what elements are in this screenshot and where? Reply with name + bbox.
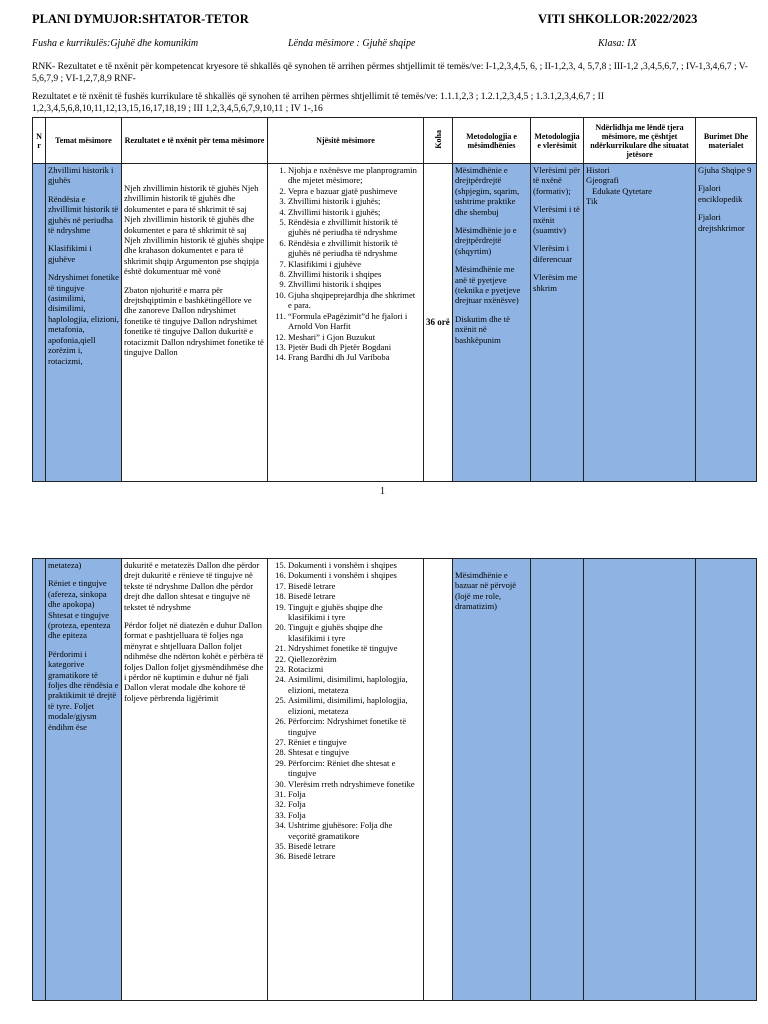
school-year: VITI SHKOLLOR:2022/2023 [538, 12, 698, 26]
vleresimi-cell [531, 559, 584, 1001]
col-header-njesite: Njësitë mësimore [268, 118, 424, 164]
lesson-item: 27. Rëniet e tingujve [288, 737, 421, 747]
vleresimi-cell: Vlerësimi për të nxënë (formativ); Vlerësimi i të nxënit (suamtiv) Vlerësim i diferencuar Vlerësim me shkrim [531, 164, 584, 482]
lesson-item: 26. Përforcim: Ndryshimet fonetike të tingujve [288, 716, 421, 737]
njesite-cell [268, 164, 424, 482]
curriculum-field: Fusha e kurrikulës:Gjuhë dhe komunikim [32, 38, 199, 49]
koha-cell: 36 orë [424, 164, 453, 482]
njesite-cell [268, 559, 424, 1001]
lesson-item: 13. Pjetër Budi dh Pjetër Bogdani [288, 342, 421, 352]
class-label: Klasa: IX [598, 38, 637, 49]
lesson-item: 10. Gjuha shqipeprejardhja dhe shkrimet e para. [288, 290, 421, 311]
lesson-item: 11. “Formula ePagëzimit”d he fjalori i Arnold Von Harfit [288, 311, 421, 332]
lesson-item: 23. Rotacizmi [288, 664, 421, 674]
subject-name: Lënda mësimore : Gjuhë shqipe [288, 38, 416, 49]
lesson-item: 15. Dokumenti i vonshëm i shqipes [288, 560, 421, 570]
tema-cell: Zhvillimi historik i gjuhës Rëndësia e zhvillimit historik të gjuhës në periudha të ndryshme Klasifikimi i gjuhëve Ndryshimet fonetike të tingujve (asimilimi, disimilimi, haplologjia, elizioni, metafonia, apofonia,qiell zorëzim i, rotacizmi, [46, 164, 122, 482]
metodologjia-cell: Mësimdhënie e bazuar në përvojë (lojë me role, dramatizim) [453, 559, 531, 1001]
lesson-item: 5. Rëndësia e zhvillimit historik të gjuhës në periudha të ndryshme [288, 217, 421, 238]
plan-table-page1 [32, 117, 757, 482]
lesson-item: 6. Rëndësia e zhvillimit historik të gjuhës në periudha të ndryshme [288, 238, 421, 259]
koha-cell [424, 559, 453, 1001]
lesson-item: 14. Frang Bardhi dh Jul Variboba [288, 352, 421, 362]
lesson-item: 19. Tingujt e gjuhës shqipe dhe klasifikimi i tyre [288, 602, 421, 623]
lesson-item: 9. Zhvillimi historik i shqipes [288, 279, 421, 289]
col-header-nr: N r [33, 118, 46, 164]
njesite-list [270, 165, 421, 363]
col-header-tema: Temat mësimore [46, 118, 122, 164]
lesson-item: 32. Folja [288, 799, 421, 809]
metodologjia-cell: Mësimdhënie e drejtpërdrejtë (shpjegim, sqarim, ushtrime praktike dhe shembuj Mësimdhënie jo e drejtpërdrejtë (shqyrtim) Mësimdhënie me anë të pyetjeve (teknika e pyetjeve drejtuar nxënësve) Diskutim dhe të nxënit në bashkëpunim [453, 164, 531, 482]
lesson-item: 29. Përforcim: Rëniet dhe shtesat e tingujve [288, 758, 421, 779]
lesson-item: 3. Zhvillimi historik i gjuhës; [288, 196, 421, 206]
lesson-item: 33. Folja [288, 810, 421, 820]
col-header-metodologjia: Metodologjia e mësimdhënies [453, 118, 531, 164]
lesson-item: 24. Asimilimi, disimilimi, haplologjia, elizioni, metateza [288, 674, 421, 695]
nderlidhja-cell [584, 559, 696, 1001]
lesson-item: 1. Njohja e nxënësve me planprogramin dhe mjetet mësimore; [288, 165, 421, 186]
lesson-item: 8. Zhvillimi historik i shqipes [288, 269, 421, 279]
burimet-cell: Gjuha Shqipe 9 Fjalori enciklopedik Fjalori drejtshkrimor [696, 164, 757, 482]
lesson-item: 22. Qiellezorëzim [288, 654, 421, 664]
lesson-item: 18. Bisedë letrare [288, 591, 421, 601]
burimet-cell [696, 559, 757, 1001]
lesson-item: 21. Ndryshimet fonetike të tingujve [288, 643, 421, 653]
njesite-list [270, 560, 421, 862]
lesson-item: 17. Bisedë letrare [288, 581, 421, 591]
lesson-item: 16. Dokumenti i vonshëm i shqipes [288, 570, 421, 580]
rezultatet-cell: dukuritë e metatezës Dallon dhe përdor drejt dukuritë e rënieve të tingujve në tekste të ndryshme Dallon dhe përdor drejt dhe dallon shtesat e tingujve në tekstet të ndryshme Përdor foljet në diatezën e duhur Dallon format e pashtjelluara të foljes nga mënyrat e shtjelluara Dallon foljet ndihmëse dhe ndërton kohët e përbëra të foljes Dallon foljet gjysmëndihmëse dhe i përdor në kuptimin e duhur në fjali Dallon vlerat modale dhe kohore të foljeve përbrenda ligjërimit [122, 559, 268, 1001]
document-header [32, 12, 748, 32]
lesson-item: 12. Meshari” i Gjon Buzukut [288, 332, 421, 342]
lesson-item: 7. Klasifikimi i gjuhëve [288, 259, 421, 269]
col-header-burimet: Burimet Dhe materialet [696, 118, 757, 164]
col-header-koha: Koha [424, 118, 453, 164]
lesson-item: 20. Tingujt e gjuhës shqipe dhe klasifikimi i tyre [288, 622, 421, 643]
page-number: 1 [380, 486, 385, 497]
col-header-rezultatet: Rezultatet e të nxënit për tema mësimore [122, 118, 268, 164]
nr-cell [33, 559, 46, 1001]
rnk-text: RNK- Rezultatet e të nxënit për kompetencat kryesore të shkallës që synohen të arrihen përmes shtjellimit të temës/ve: I-1,2,3,4,5, 6, ; II-1,2,3, 4, 5,7,8 ; III-1,2 ,3,4,5,6,7, ; IV-1,3,4,6,7 ; V-5,6,7,9 ; VI-1,2,7,8,9 RNF- [32, 62, 748, 84]
tema-cell: metateza) Rëniet e tingujve (afereza, sinkopa dhe apokopa) Shtesat e tingujve (proteza, epenteza dhe epiteza Përdorimi i kategorive gramatikore të foljes dhe rëndësia e praktikimit të drejtë të tyre. Foljet modale/gjysm ëndihm ëse [46, 559, 122, 1001]
lesson-item: 30. Vlerësim rreth ndryshimeve fonetike [288, 779, 421, 789]
lesson-item: 2. Vepra e bazuar gjatë pushimeve [288, 186, 421, 196]
lesson-item: 28. Shtesat e tingujve [288, 747, 421, 757]
col-header-vleresimi: Metodologjia e vlerësimit [531, 118, 584, 164]
rnf-text: Rezultatet e të nxënit të fushës kurrikulare të shkallës që synohen të arrihen përmes shtjellimit të temës/ve: 1.1.1,2,3 ; 1.2.1,2,3,4,5 ; 1.3.1,2,3,4,6,7 ; II 1,2,3,4,5,6,8,10,11,12,13,15,16,17,18,19 ; III 1,2,3,4,5,6,7,9,10,11 ; IV 1-,16 [32, 92, 604, 114]
lesson-item: 35. Bisedë letrare [288, 841, 421, 851]
nderlidhja-cell: Histori Gjeografi Edukate Qytetare Tik [584, 164, 696, 482]
rezultatet-cell: Njeh zhvillimin historik të gjuhës Njeh zhvillimin historik të gjuhës dhe dokumentet e para të shkrimit të saj Njeh zhvillimin historik të gjuhës dhe dokumentet e para të shkrimit të saj Njeh zhvillimin historik të gjuhës shqipe dhe krahason dokumentet e para të shkrimit shqip Argumenton pse shqipja është dokumentuar më vonë Zbaton njohuritë e marra për drejtshqiptimin e bashkëtingëllore ve dhe zanoreve Dallon ndryshimet fonetike të tingujve Dallon ndryshimet fonetike të tingujve Dallon dukuritë e rotacizmit Dallon ndryshimet fonetike të tingujve Dallon [122, 164, 268, 482]
plan-title: PLANI DYMUJOR:SHTATOR-TETOR [32, 12, 249, 26]
plan-table-page2 [32, 558, 757, 1001]
lesson-item: 25. Asimilimi, disimilimi, haplologjia, elizioni, metateza [288, 695, 421, 716]
nr-cell [33, 164, 46, 482]
lesson-item: 31. Folja [288, 789, 421, 799]
lesson-item: 4. Zhvillimi historik i gjuhës; [288, 207, 421, 217]
lesson-item: 36. Bisedë letrare [288, 851, 421, 861]
lesson-item: 34. Ushtrime gjuhësore: Folja dhe veçoritë gramatikore [288, 820, 421, 841]
col-header-nderlidhja: Ndërlidhja me lëndë tjera mësimore, me çështjet ndërkurrikulare dhe situatat jetësore [584, 118, 696, 164]
